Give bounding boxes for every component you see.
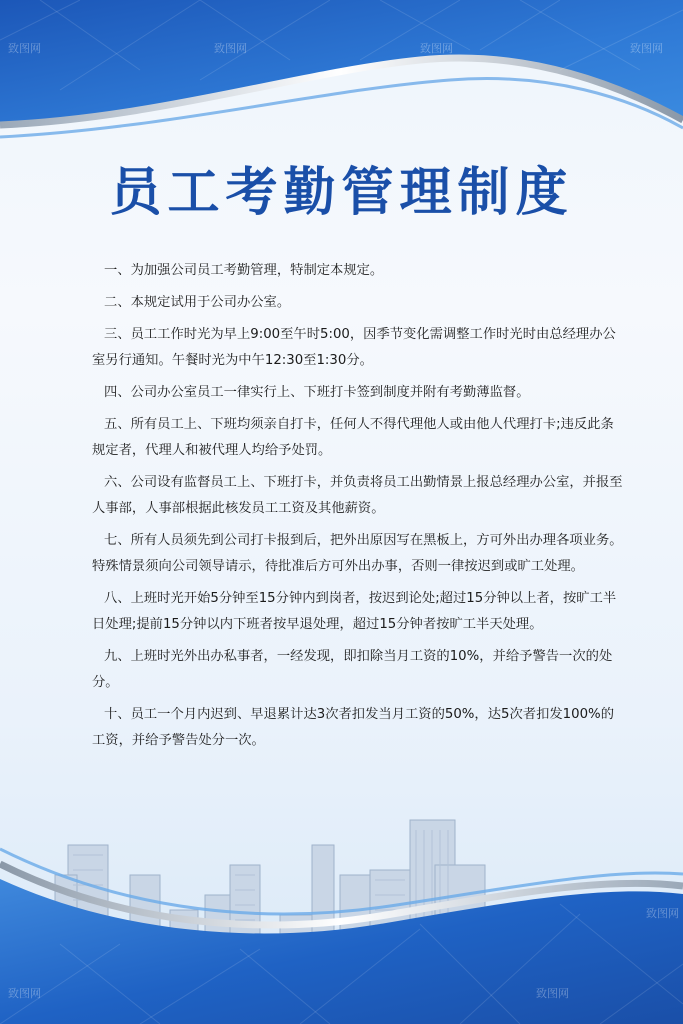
watermark-text: 致图网 (214, 42, 247, 55)
watermark-text: 致图网 (8, 42, 41, 55)
watermark-text: 致图网 (8, 987, 41, 1000)
rule-item: 五、所有员工上、下班均须亲自打卡，任何人不得代理他人或由他人代理打卡;违反此条规定者，代理人和被代理人均给予处罚。 (92, 417, 614, 458)
watermark-text: 致图网 (536, 987, 569, 1000)
rule-item: 三、员工工作时光为早上9:00至午时5:00，因季节变化需调整工作时光时由总经理办公室另行通知。午餐时光为中午12:30至1:30分。 (92, 327, 616, 368)
rule-item: 七、所有人员须先到公司打卡报到后，把外出原因写在黑板上，方可外出办理各项业务。特殊情景须向公司领导请示，待批准后方可外出办事，否则一律按迟到或旷工处理。 (92, 533, 623, 574)
rule-item: 四、公司办公室员工一律实行上、下班打卡签到制度并附有考勤薄监督。 (104, 385, 530, 400)
rule-item: 二、本规定试用于公司办公室。 (104, 295, 291, 310)
rules-list (92, 258, 624, 760)
bottom-decorative-band (0, 824, 683, 1024)
rule-item: 九、上班时光外出办私事者，一经发现，即扣除当月工资的10%，并给予警告一次的处分。 (92, 649, 613, 690)
rule-item: 一、为加强公司员工考勤管理，特制定本规定。 (104, 263, 384, 278)
rule-item: 十、员工一个月内迟到、早退累计达3次者扣发当月工资的50%，达5次者扣发100%的工资，并给予警告处分一次。 (92, 707, 614, 748)
top-decorative-band (0, 0, 683, 150)
watermark-text: 致图网 (420, 42, 453, 55)
rule-item: 八、上班时光开始5分钟至15分钟内到岗者，按迟到论处;超过15分钟以上者，按旷工半日处理;提前15分钟以内下班者按早退处理，超过15分钟者按旷工半天处理。 (92, 591, 617, 632)
page-title: 员工考勤管理制度 (109, 162, 574, 223)
watermark-text: 致图网 (646, 907, 679, 920)
rule-item: 六、公司设有监督员工上、下班打卡，并负责将员工出勤情景上报总经理办公室，并报至人事部，人事部根据此核发员工工资及其他薪资。 (92, 475, 623, 516)
watermark-text: 致图网 (630, 42, 663, 55)
